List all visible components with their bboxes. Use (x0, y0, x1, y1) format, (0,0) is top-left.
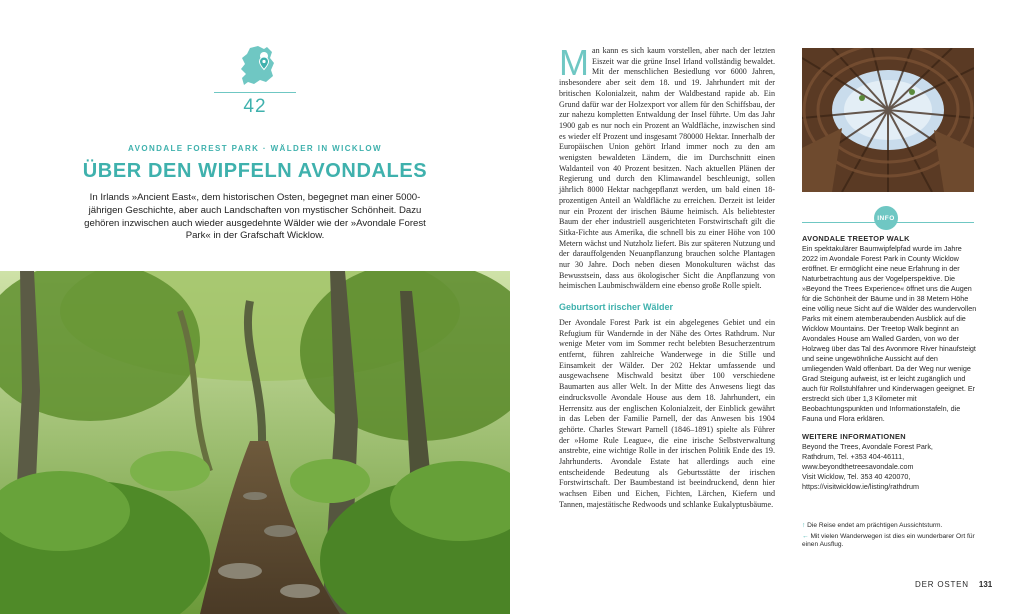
ireland-map-icon (236, 44, 280, 88)
more-info-link[interactable]: www.beyondthetreesavondale.com (802, 462, 914, 471)
page-title: ÜBER DEN WIPFELN AVONDALES (82, 160, 428, 182)
number-rule (214, 92, 296, 93)
info-badge: INFO (874, 206, 898, 230)
drop-cap: M (559, 42, 589, 83)
treetop-tower-photo (802, 48, 974, 192)
page-footer (915, 580, 992, 589)
main-text-column (559, 42, 775, 511)
right-page (510, 0, 1020, 614)
more-info-heading: WEITERE INFORMATIONEN (802, 432, 906, 441)
more-info-line: Visit Wicklow, Tel. 353 40 420070, (802, 472, 911, 481)
photo-captions (802, 522, 978, 552)
kicker: AVONDALE FOREST PARK · WÄLDER IN WICKLOW (128, 144, 382, 153)
body-paragraph: Der Avondale Forest Park ist ein abgelegenes Gebiet und ein Refugium für Wandernde in der Nähe des Ortes Rathdrum. Nur wenige Meter vom im Sommer recht belebten Besucherzentrum entfernt, führen zahlreiche Wanderwege in die Stille und Einsamkeit der Wälder. Der 202 Hektar umfassende und ausgewachsene Mischwald besitzt über 100 verschiedene Baumarten aus aller Welt. In der Mitte des Anwesens liegt das eindrucksvolle Avondale House aus dem 18. Jahrhundert, ein Herrensitz aus der englischen Kolonialzeit, der Einblick gewährt in das Leben der Familie Parnell, der das Anwesen bis 1904 gehörte. Charles Stewart Parnell (1846–1891) spielte als Führer der »Home Rule League«, die eine irische Selbstverwaltung anstrebte, eine wichtige Rolle in der irischen Politik Ende des 19. Jahrhunderts. Avondale Estate hat allerdings auch eine entscheidende Bedeutung als Geburtsstätte der irischen Forstwirtschaft. Der Baumbestand ist beeindruckend, denn hier wachsen Eiben und Eichen, Fichten, Lärchen, Kiefern und Tannen, majestätische Redwoods und schlanke Eukalyptusbäume. (559, 317, 775, 509)
intro-text: an kann es sich kaum vorstellen, aber nach der letzten Eiszeit war die grüne Insel Irland vollständig bewaldet. Mit der menschlichen Besiedlung vor 6000 Jahren, insbesondere aber seit dem 18. und 19. Jahrhundert mit der britischen Kolonialzeit, nahm der Waldbestand rapide ab. Ein Grund dafür war der Holzexport vor allem für den Schiffsbau, der zur nahezu kompletten Entwaldung der Insel führte. Um das Jahr 1900 gab es nur noch ein Prozent an Waldfläche, inzwischen sind es wieder elf Prozent und insgesamt 780000 Hektar. Innerhalb der Europäischen Union gehört Irland immer noch zu den am wenigsten bewaldeten Ländern, die im Durchschnitt einen Waldanteil von 40 Prozent besitzen. Nach aktuellen Plänen der Regierung und durch den Klimawandel beschleunigt, sollen jährlich 8000 Hektar nachgepflanzt werden, um bald einen 18-prozentigen Anteil an Waldfläche zu erreichen. Derzeit ist leider nur ein Prozent der irischen Bäume heimisch. Als beliebtester Baum der eher industriell ausgerichteten Forstwirtschaft gilt die Sitka-Fichte aus Amerika, die schnell bis zu einer Höhe von 100 Metern wächst und Nutzholz liefert. Bis zur späteren Nutzung und der darauffolgenden Neuanpflanzung brauchen solche Plantagen nur 30 Jahre. Doch neben diesen Monokulturen wächst das Bewusstsein, dass aus ökologischer Sicht die Anpflanzung von heimischen Laubmischwäldern eine ebenso große Rolle spielt. (559, 46, 775, 291)
subheading: Geburtsort irischer Wälder (559, 302, 674, 313)
chapter-number: 42 (243, 96, 267, 117)
page-number: 131 (978, 580, 993, 589)
more-info-line: Rathdrum, Tel. +353 404-46111, (802, 452, 905, 461)
arrow-left-icon: ← (802, 532, 809, 540)
forest-path-photo (0, 271, 510, 614)
arrow-up-icon: ↑ (802, 522, 806, 529)
more-info-link[interactable]: https://visitwicklow.ie/listing/rathdrum (802, 482, 920, 491)
more-info-line: Beyond the Trees, Avondale Forest Park, (802, 442, 933, 451)
caption-item: ↑ Die Reise endet am prächtigen Aussichtsturm. (802, 522, 943, 529)
caption-item: ← Mit vielen Wanderwegen ist dies ein wunderbarer Ort für einen Ausflug. (802, 532, 975, 549)
info-text: Ein spektakulärer Baumwipfelpfad wurde im Jahre 2022 im Avondale Forest Park in County Wicklow eröffnet. Er ermöglicht eine neue Erfahrung in der Naturbetrachtung aus der Vogelperspektive. Die »Beyond the Trees Experience« öffnet uns die Augen für die Schönheit der Bäume und in 38 Metern Höhe eine völlig neue Sicht auf die Wälder des wundervollen Parks mit einem atemberaubenden Ausblick auf die Wicklow Mountains. Der Treetop Walk beginnt an Avondales House am Walled Garden, von wo der Holzweg über das Tal des Avonmore River hinaufsteigt und seine ungewöhnliche Aussicht auf den umliegenden Wald offenbart. Da der Weg nur wenige Grad Steigung aufweist, ist er leicht zugänglich und auch für Rollstuhlfahrer und Kinderwagen geeignet. Er erstreckt sich über 1,3 Kilometer mit Beobachtungspunkten und Informationstafeln, die Fauna und Flora erklären. (802, 244, 977, 423)
intro-paragraph (559, 42, 775, 292)
info-box (802, 234, 978, 492)
info-heading: AVONDALE TREETOP WALK (802, 234, 910, 243)
footer-section: DER OSTEN (915, 580, 969, 589)
lede-paragraph: In Irlands »Ancient East«, dem historischen Osten, begegnet man einer 5000-jährigen Geschichte, aber auch Landschaften von mystischer Schönheit. Dazu gehören inzwischen auch wieder ausgedehnte Wälder wie der »Avondale Forest Park« in der Grafschaft Wicklow. (84, 192, 426, 242)
